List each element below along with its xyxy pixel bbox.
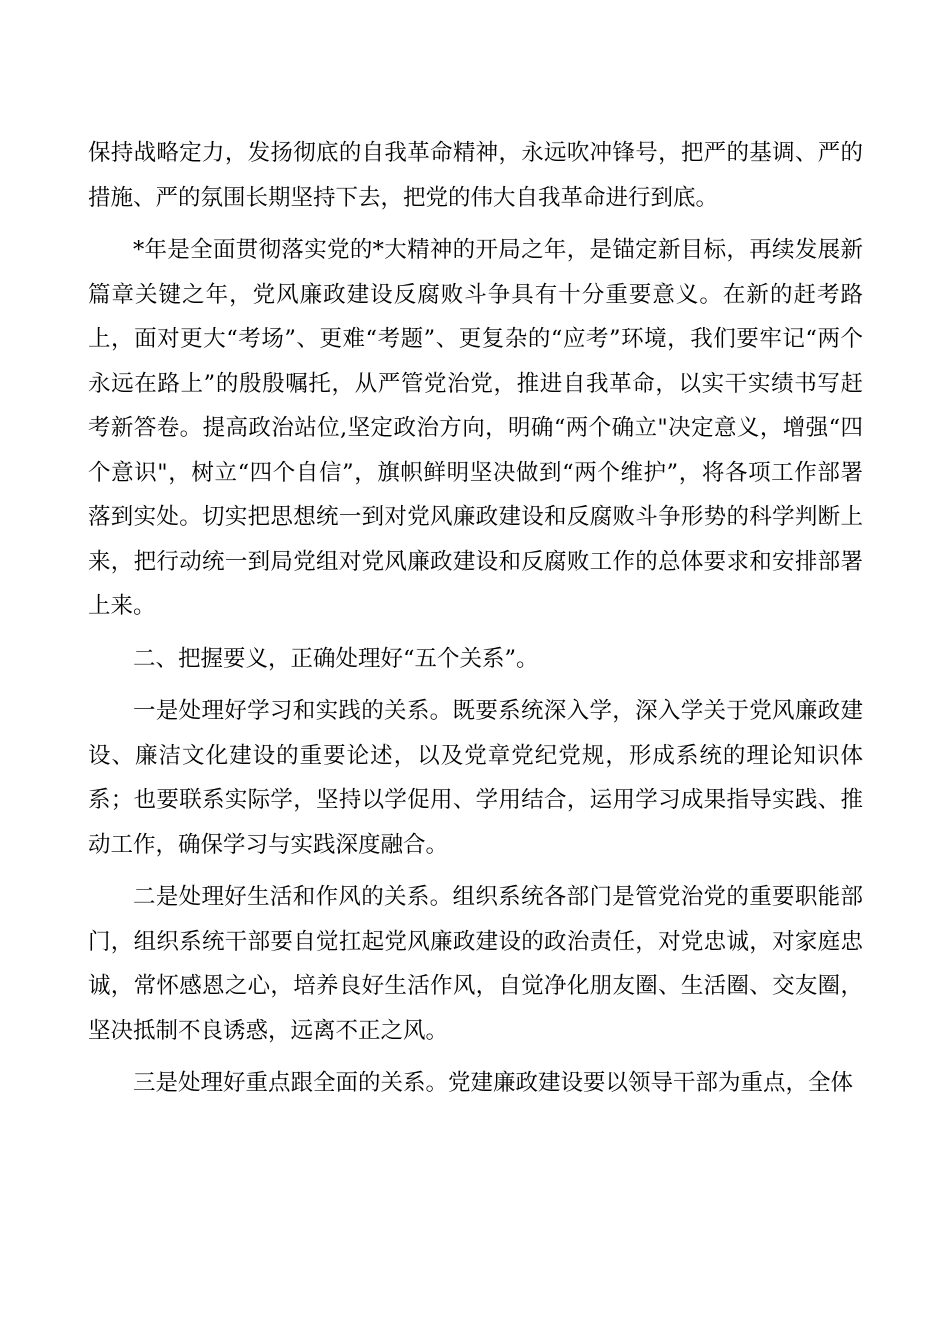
paragraph-focus-overall: 三是处理好重点跟全面的关系。党建廉政建设要以领导干部为重点，全体	[133, 1070, 854, 1096]
document-page	[88, 131, 863, 1114]
paragraph-study-practice: 一是处理好学习和实践的关系。既要系统深入学，深入学关于党风廉政建设、廉洁文化建设的重要论述，以及党章党纪党规，形成系统的理论知识体系；也要联系实际学，坚持以学促用、学用结合，运用学习成果指导实践、推动工作，确保学习与实践深度融合。	[88, 698, 863, 858]
section-heading-five-relations: 二、把握要义，正确处理好“五个关系”。	[133, 645, 539, 672]
paragraph-life-style: 二是处理好生活和作风的关系。组织系统各部门是管党治党的重要职能部门，组织系统干部要自觉扛起党风廉政建设的政治责任，对党忠诚，对家庭忠诚，常怀感恩之心，培养良好生活作风，自觉净化朋友圈、生活圈、交友圈，坚决抵制不良诱惑，远离不正之风。	[88, 884, 863, 1044]
paragraph-continuation: 保持战略定力，发扬彻底的自我革命精神，永远吹冲锋号，把严的基调、严的措施、严的氛围长期坚持下去，把党的伟大自我革命进行到底。	[88, 140, 863, 211]
paragraph-opening-year: *年是全面贯彻落实党的*大精神的开局之年，是锚定新目标，再续发展新篇章关键之年，党风廉政建设反腐败斗争具有十分重要意义。在新的赶考路上，面对更大“考场”、更难“考题”、更复杂的“应考”环境，我们要牢记“两个永远在路上”的殷殷嘱托，从严管党治党，推进自我革命，以实干实绩书写赶考新答卷。提高政治站位,坚定政治方向，明确“两个确立"决定意义，增强“四个意识"，树立“四个自信”，旗帜鲜明坚决做到“两个维护”，将各项工作部署落到实处。切实把思想统一到对党风廉政建设和反腐败斗争形势的科学判断上来，把行动统一到局党组对党风廉政建设和反腐败工作的总体要求和安排部署上来。	[88, 237, 863, 619]
